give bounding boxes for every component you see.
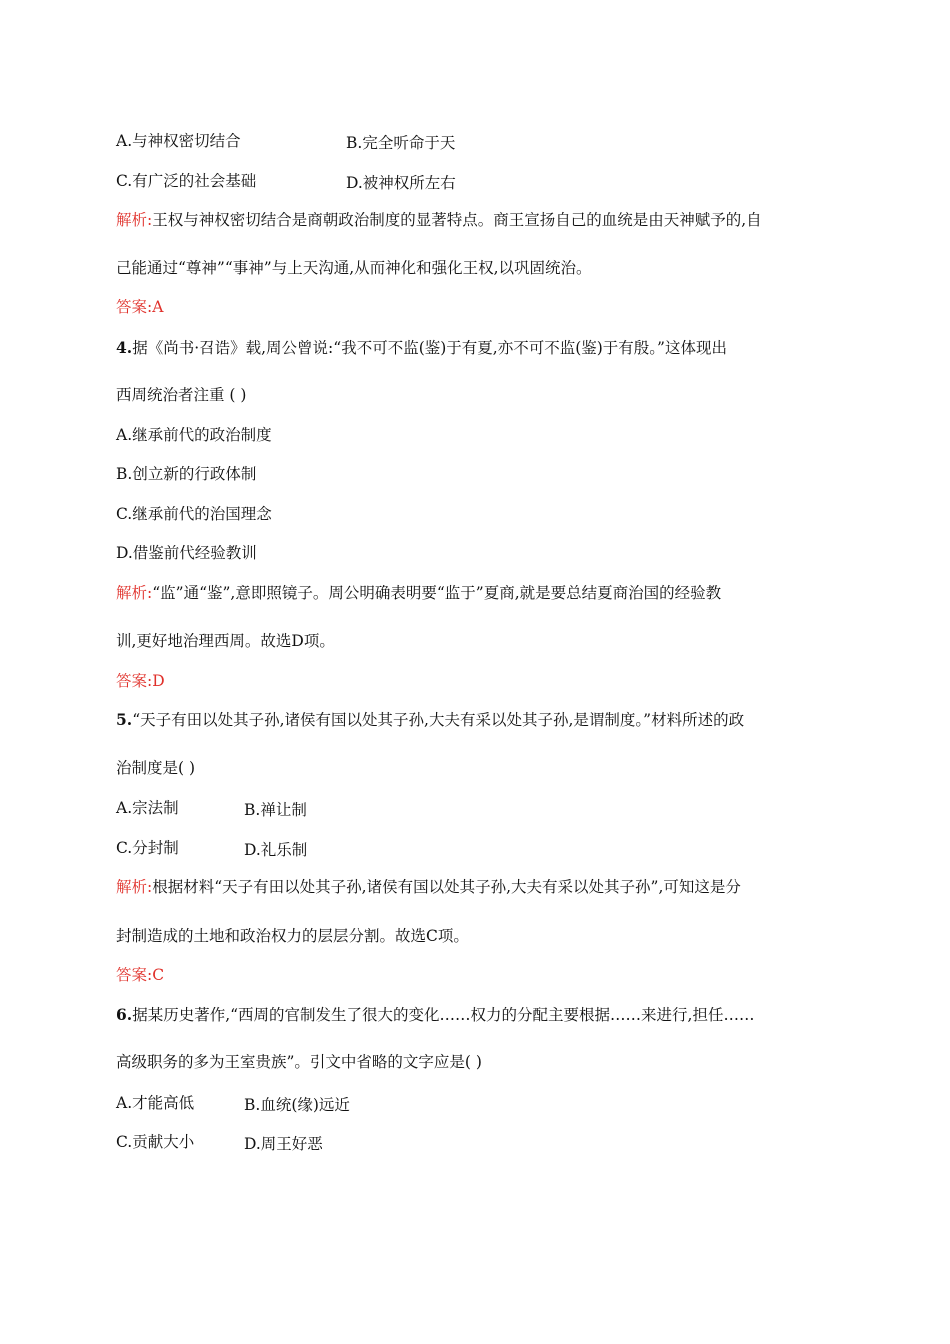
analysis-text: “监”通“鉴”,意即照镜子。周公明确表明要“监于”夏商,就是要总结夏商治国的经验教	[152, 584, 722, 602]
question-number: 4.	[116, 338, 133, 357]
q6-option-c: C.贡献大小	[116, 1133, 195, 1151]
answer-label: 答案:	[116, 966, 153, 984]
analysis-label: 解析:	[116, 878, 153, 896]
q3-answer	[116, 297, 163, 317]
answer-value: A	[152, 298, 164, 316]
q3-analysis-line1	[116, 210, 762, 230]
q3-option-a: A.与神权密切结合	[116, 132, 241, 150]
question-text: 据某历史著作,“西周的官制发生了很大的变化……权力的分配主要根据……来进行,担任……	[132, 1006, 755, 1024]
q6-stem-line1	[116, 1005, 754, 1025]
analysis-label: 解析:	[116, 584, 153, 602]
q5-stem-line2: 治制度是( )	[116, 759, 196, 777]
q3-option-c: C.有广泛的社会基础	[116, 172, 257, 190]
q4-option-b: B.创立新的行政体制	[116, 465, 257, 483]
q5-analysis-line2: 封制造成的土地和政治权力的层层分割。故选C项。	[116, 927, 469, 945]
q5-option-c: C.分封制	[116, 839, 179, 857]
q4-analysis-line1	[116, 583, 721, 603]
q6-stem-line2: 高级职务的多为王室贵族”。引文中省略的文字应是( )	[116, 1053, 482, 1071]
q5-option-b: B.禅让制	[244, 801, 307, 819]
analysis-text: 根据材料“天子有田以处其子孙,诸侯有国以处其子孙,大夫有采以处其子孙”,可知这是分	[152, 878, 741, 896]
q5-stem-line1	[116, 710, 744, 730]
q5-analysis-line1	[116, 877, 741, 897]
q4-stem-line2: 西周统治者注重 ( )	[116, 386, 247, 404]
q6-option-a: A.才能高低	[116, 1094, 195, 1112]
q5-option-d: D.礼乐制	[244, 841, 308, 859]
question-number: 5.	[116, 710, 133, 729]
q6-option-d: D.周王好恶	[244, 1135, 323, 1153]
analysis-text: 王权与神权密切结合是商朝政治制度的显著特点。商王宣扬自己的血统是由天神赋予的,自	[152, 211, 762, 229]
answer-label: 答案:	[116, 672, 153, 690]
q4-option-a: A.继承前代的政治制度	[116, 426, 272, 444]
q4-option-d: D.借鉴前代经验教训	[116, 544, 257, 562]
q5-answer	[116, 965, 164, 985]
question-number: 6.	[116, 1005, 133, 1024]
q4-analysis-line2: 训,更好地治理西周。故选D项。	[116, 632, 335, 650]
question-text: “天子有田以处其子孙,诸侯有国以处其子孙,大夫有采以处其子孙,是谓制度。”材料所述的政	[132, 711, 745, 729]
q3-analysis-line2: 己能通过“尊神”“事神”与上天沟通,从而神化和强化王权,以巩固统治。	[116, 259, 592, 277]
q3-option-d: D.被神权所左右	[346, 174, 456, 192]
analysis-label: 解析:	[116, 211, 153, 229]
q4-option-c: C.继承前代的治国理念	[116, 505, 272, 523]
q4-stem-line1	[116, 338, 727, 358]
answer-label: 答案:	[116, 298, 153, 316]
q3-option-b: B.完全听命于天	[346, 134, 456, 152]
q6-option-b: B.血统(缘)远近	[244, 1096, 350, 1114]
answer-value: C	[152, 966, 165, 984]
q4-answer	[116, 671, 165, 691]
question-text: 据《尚书·召诰》载,周公曾说:“我不可不监(鉴)于有夏,亦不可不监(鉴)于有殷。”这体现出	[132, 339, 727, 357]
answer-value: D	[152, 672, 165, 690]
q5-option-a: A.宗法制	[116, 799, 179, 817]
